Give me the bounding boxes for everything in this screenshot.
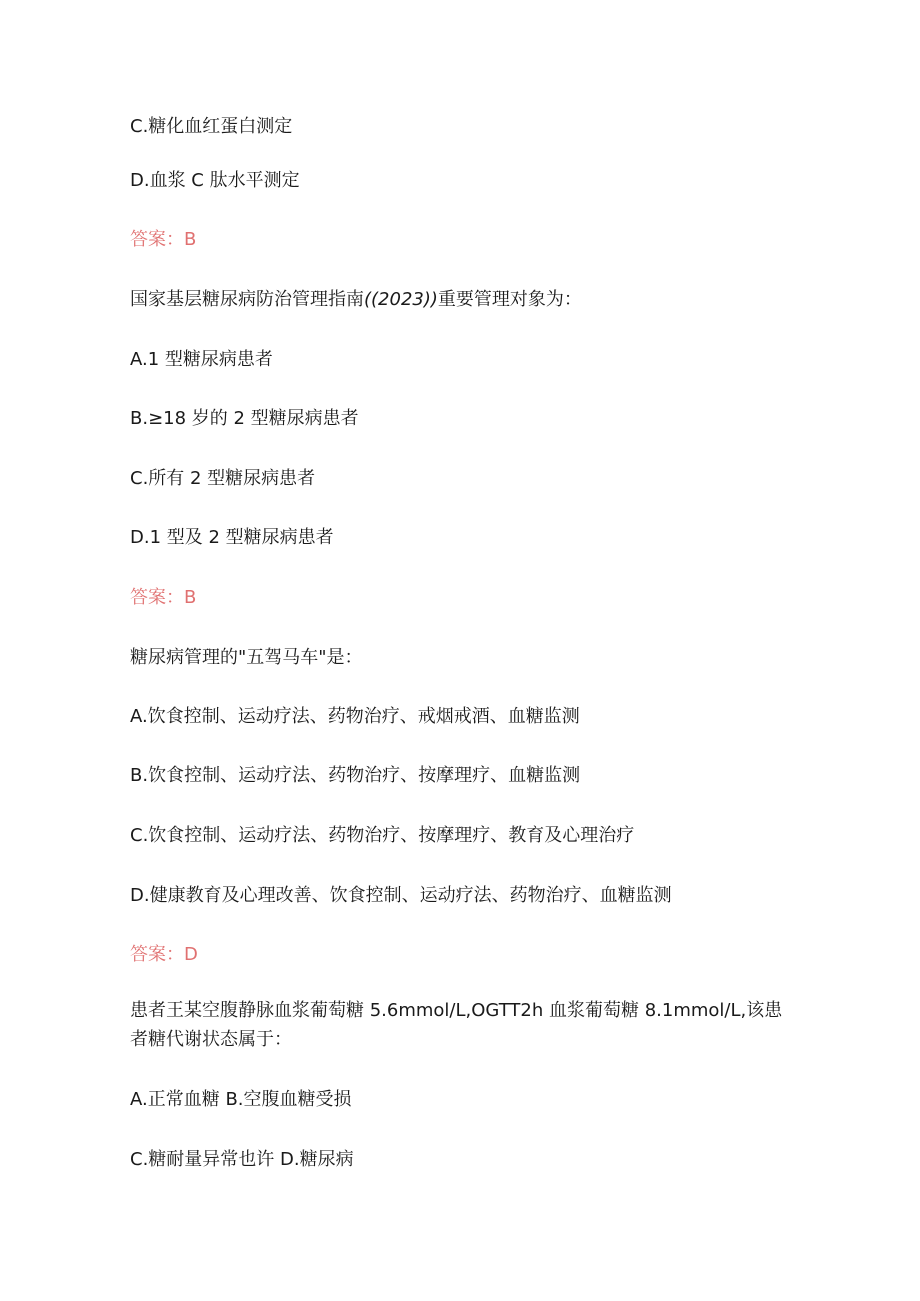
q4-options-ab: A.正常血糖 B.空腹血糖受损 bbox=[130, 1089, 352, 1110]
q2-option-d: D.1 型及 2 型糖尿病患者 bbox=[130, 527, 334, 548]
q3-option-a: A.饮食控制、运动疗法、药物治疗、戒烟戒酒、血糖监测 bbox=[130, 706, 580, 727]
q2-stem-before: 国家基层糖尿病防治管理指南 bbox=[130, 289, 364, 310]
q3-answer: 答案：D bbox=[130, 944, 198, 965]
q1-answer: 答案：B bbox=[130, 229, 197, 250]
q2-stem bbox=[130, 286, 582, 314]
q1-option-d: D.血浆 C 肽水平测定 bbox=[130, 170, 300, 191]
q1-option-c: C.糖化血红蛋白测定 bbox=[130, 116, 293, 137]
q4-stem-line1: 患者王某空腹静脉血浆葡萄糖 5.6mmol/L,OGTT2h 血浆葡萄糖 8.1mmol/L,该患 bbox=[130, 1000, 783, 1021]
q4-options-cd: C.糖耐量异常也许 D.糖尿病 bbox=[130, 1149, 354, 1170]
q3-option-d: D.健康教育及心理改善、饮食控制、运动疗法、药物治疗、血糖监测 bbox=[130, 885, 672, 906]
q2-option-b: B.≥18 岁的 2 型糖尿病患者 bbox=[130, 408, 359, 429]
q2-stem-after: 重要管理对象为： bbox=[437, 289, 582, 310]
q3-option-c: C.饮食控制、运动疗法、药物治疗、按摩理疗、教育及心理治疗 bbox=[130, 825, 635, 846]
q3-option-b: B.饮食控制、运动疗法、药物治疗、按摩理疗、血糖监测 bbox=[130, 765, 581, 786]
q4-stem bbox=[130, 996, 783, 1054]
q3-stem: 糖尿病管理的"五驾马车"是： bbox=[130, 647, 363, 668]
q2-option-a: A.1 型糖尿病患者 bbox=[130, 349, 273, 370]
q4-stem-line2: 者糖代谢状态属于： bbox=[130, 1029, 292, 1050]
q2-answer: 答案：B bbox=[130, 587, 197, 608]
q2-option-c: C.所有 2 型糖尿病患者 bbox=[130, 468, 316, 489]
q2-stem-year: ((2023)) bbox=[364, 289, 438, 310]
